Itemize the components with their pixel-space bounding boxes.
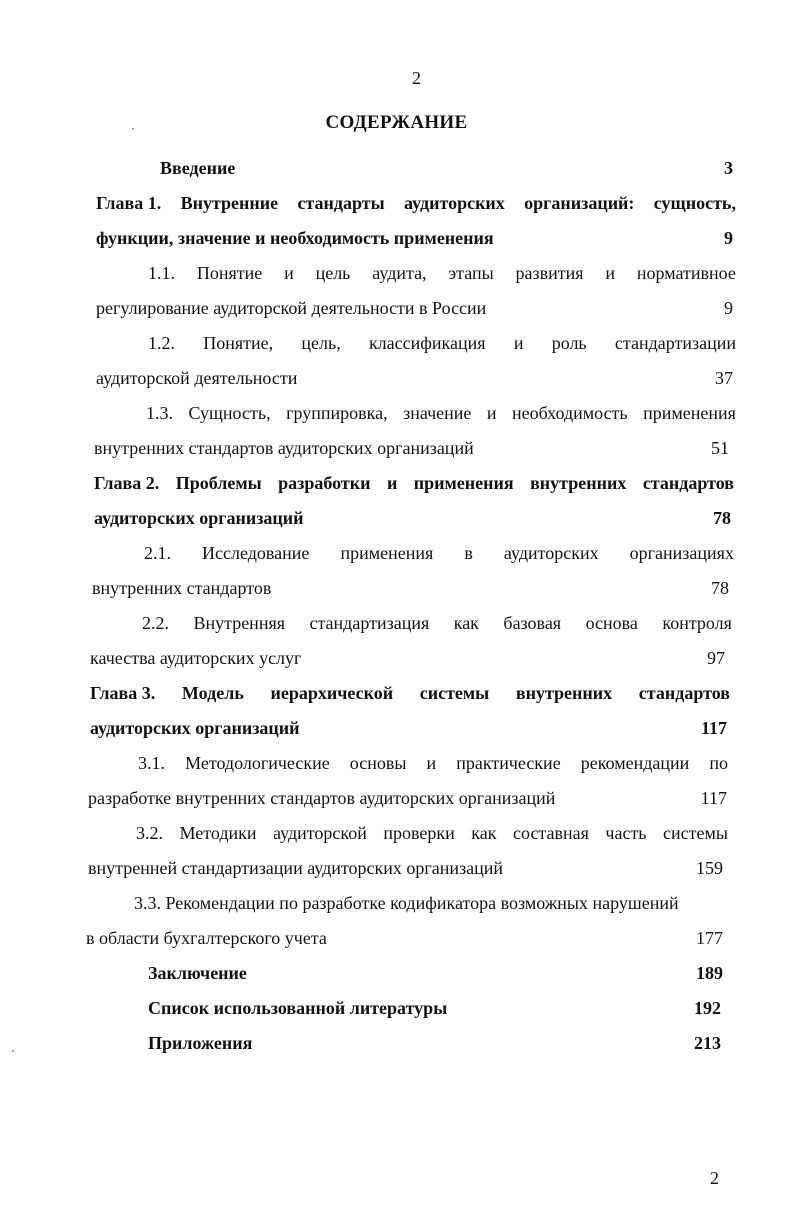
toc-s11-line1[interactable] [148, 262, 736, 284]
toc-word: этапы [448, 263, 494, 283]
toc-word: стандартов [642, 473, 734, 493]
toc-word: Глава 2. [94, 473, 160, 493]
toc-references-page: 192 [694, 998, 721, 1018]
toc-word: Методики [179, 823, 257, 843]
toc-ch3-line2[interactable]: аудиторских организаций [90, 718, 300, 738]
toc-word: нормативное [636, 263, 736, 283]
toc-word: аудиторских [503, 543, 599, 563]
toc-s32-line1[interactable] [136, 822, 728, 844]
toc-word: применения [340, 543, 434, 563]
toc-ch3-page: 117 [700, 718, 727, 738]
toc-s21-line2[interactable]: внутренних стандартов [92, 578, 272, 598]
toc-s21-page: 78 [711, 578, 729, 598]
toc-s33-line2[interactable]: в области бухгалтерского учета [86, 928, 327, 948]
toc-word: стандартизация [309, 613, 430, 633]
toc-word: и [486, 403, 497, 423]
toc-word: развития [515, 263, 584, 283]
toc-word: и [386, 473, 398, 493]
toc-word: Модель [181, 683, 244, 703]
toc-s33-page: 177 [696, 928, 723, 948]
toc-word: системы [663, 823, 728, 843]
toc-word: 2.2. [142, 613, 169, 633]
toc-intro-page: 3 [724, 158, 733, 178]
toc-appendix-label[interactable]: Приложения [148, 1033, 253, 1053]
toc-word: часть [605, 823, 647, 843]
toc-ch1-line1[interactable] [96, 192, 736, 214]
toc-appendix-page: 213 [694, 1033, 721, 1053]
toc-word: Внутренняя [193, 613, 286, 633]
toc-references-label[interactable]: Список использованной литературы [148, 998, 448, 1018]
toc-ch2-page: 78 [713, 508, 731, 528]
toc-word: и [605, 263, 616, 283]
toc-word: составная [513, 823, 589, 843]
toc-ch1-line2[interactable]: функции, значение и необходимость применения [96, 228, 494, 248]
toc-s31-line1[interactable] [138, 752, 728, 774]
toc-word: основы [349, 753, 407, 773]
toc-conclusion-page: 189 [696, 963, 723, 983]
toc-word: Сущность, [188, 403, 271, 423]
toc-word: организаций: [524, 193, 635, 213]
toc-ch2-line1[interactable] [94, 472, 734, 494]
toc-word: аудита, [372, 263, 427, 283]
toc-s32-page: 159 [696, 858, 723, 878]
toc-s13-line2[interactable]: внутренних стандартов аудиторских организаций [94, 438, 474, 458]
toc-s21-line1[interactable] [144, 542, 734, 564]
toc-s12-page: 37 [715, 368, 733, 388]
toc-word: 1.3. [146, 403, 173, 423]
toc-conclusion-label[interactable]: Заключение [148, 963, 247, 983]
toc-ch3-line1[interactable] [90, 682, 730, 704]
toc-s12-line2[interactable]: аудиторской деятельности [96, 368, 298, 388]
toc-word: как [453, 613, 479, 633]
toc-word: группировка, [286, 403, 388, 423]
toc-word: системы [419, 683, 490, 703]
toc-word: сущность, [653, 193, 736, 213]
toc-word: и [426, 753, 437, 773]
toc-word: аудиторской [273, 823, 367, 843]
toc-word: внутренних [530, 473, 627, 493]
toc-word: проверки [383, 823, 455, 843]
toc-word: стандартов [638, 683, 730, 703]
toc-s31-page: 117 [700, 788, 727, 808]
toc-s33-line1[interactable]: 3.3. Рекомендации по разработке кодификатора возможных нарушений [134, 893, 679, 913]
toc-word: стандартизации [614, 333, 736, 353]
toc-word: базовая [503, 613, 562, 633]
toc-word: Проблемы [175, 473, 262, 493]
toc-word: 1.1. [148, 263, 175, 283]
toc-word: рекомендации [580, 753, 690, 773]
toc-s22-line2[interactable]: качества аудиторских услуг [90, 648, 302, 668]
toc-word: стандарты [297, 193, 385, 213]
toc-word: 3.2. [136, 823, 163, 843]
page-number-top: 2 [412, 68, 421, 88]
toc-s22-page: 97 [707, 648, 725, 668]
toc-word: классификация [368, 333, 486, 353]
toc-ch1-page: 9 [724, 228, 733, 248]
toc-word: организациях [629, 543, 734, 563]
toc-word: Понятие, [203, 333, 274, 353]
toc-word: и [284, 263, 294, 283]
toc-word: 2.1. [144, 543, 171, 563]
toc-word: Внутренние [180, 193, 279, 213]
page-number-bottom: 2 [710, 1168, 719, 1188]
toc-ch2-line2[interactable]: аудиторских организаций [94, 508, 304, 528]
toc-intro-label[interactable]: Введение [160, 158, 236, 178]
toc-word: практические [456, 753, 561, 773]
toc-word: иерархической [270, 683, 394, 703]
toc-word: в [464, 543, 473, 563]
toc-s12-line1[interactable] [148, 332, 736, 354]
toc-word: применения [643, 403, 736, 423]
toc-word: 1.2. [148, 333, 175, 353]
scan-speck [12, 1050, 14, 1052]
toc-word: значение [403, 403, 472, 423]
toc-word: цель [315, 263, 351, 283]
toc-word: Понятие [196, 263, 263, 283]
toc-word: Глава 3. [90, 683, 156, 703]
toc-s11-page: 9 [724, 298, 733, 318]
toc-word: разработки [278, 473, 371, 493]
page-title: СОДЕРЖАНИЕ [325, 112, 468, 133]
toc-word: цель, [301, 333, 341, 353]
toc-word: по [709, 753, 728, 773]
toc-word: необходимость [512, 403, 628, 423]
toc-word: Глава 1. [96, 193, 162, 213]
toc-word: Исследование [202, 543, 310, 563]
toc-s13-line1[interactable] [146, 402, 736, 424]
toc-s11-line2[interactable]: регулирование аудиторской деятельности в России [96, 298, 487, 318]
toc-s32-line2[interactable]: внутренней стандартизации аудиторских организаций [88, 858, 504, 878]
toc-s22-line1[interactable] [142, 612, 732, 634]
toc-word: роль [551, 333, 587, 353]
toc-word: 3.1. [138, 753, 165, 773]
toc-word: основа [585, 613, 638, 633]
toc-word: контроля [662, 613, 732, 633]
toc-s31-line2[interactable]: разработке внутренних стандартов аудиторских организаций [88, 788, 556, 808]
toc-word: и [513, 333, 524, 353]
toc-word: внутренних [515, 683, 613, 703]
toc-word: применения [413, 473, 514, 493]
toc-word: Методологические [185, 753, 330, 773]
toc-word: как [471, 823, 497, 843]
toc-s13-page: 51 [711, 438, 729, 458]
toc-word: аудиторских [404, 193, 505, 213]
